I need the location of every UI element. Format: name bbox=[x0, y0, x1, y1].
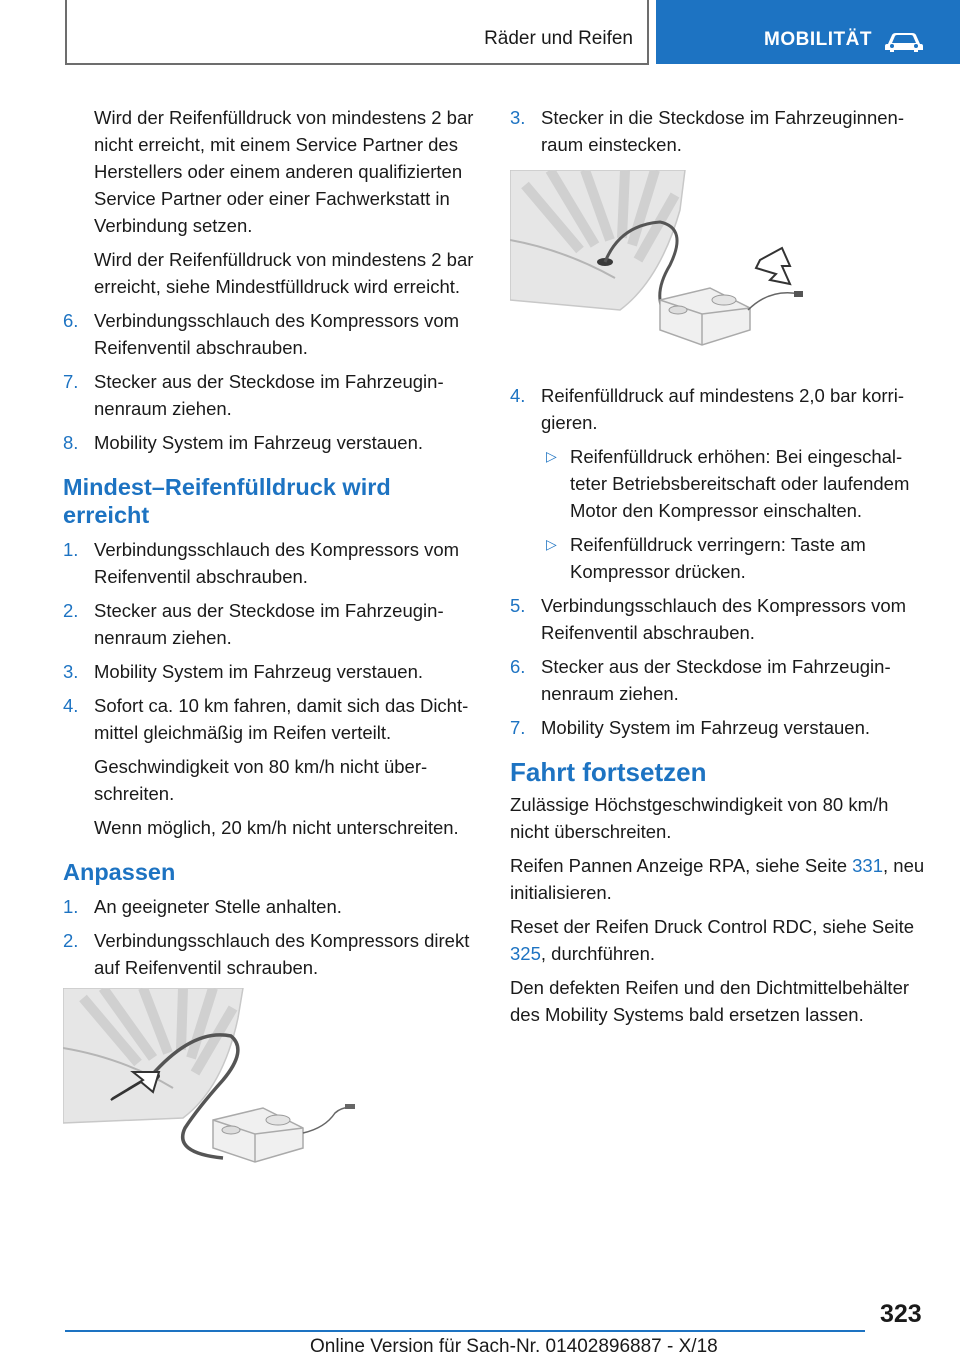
list-item bbox=[63, 597, 483, 651]
step-text: An geeigneter Stelle anhalten. bbox=[94, 896, 342, 917]
list-item bbox=[63, 893, 483, 920]
right-column bbox=[510, 104, 930, 1035]
paragraph: Zulässige Höchstgeschwindigkeit von 80 km/h nicht überschreiten. bbox=[510, 794, 889, 842]
paragraph-text: Reset der Reifen Druck Control RDC, siehe Seite bbox=[510, 916, 915, 937]
page-link-325[interactable]: 325 bbox=[510, 943, 541, 964]
step-text: Verbindungsschlauch des Kompressors vom Reifenventil abschrauben. bbox=[541, 595, 907, 643]
page-number: 323 bbox=[880, 1300, 922, 1328]
step-text: Stecker aus der Steckdose im Fahrzeuginnenraum ziehen. bbox=[94, 371, 444, 419]
header-section-box bbox=[65, 0, 649, 65]
paragraph bbox=[510, 913, 930, 967]
paragraph: Wird der Reifenfülldruck von mindestens 2 bar erreicht, siehe Mindestfülldruck wird erreicht. bbox=[94, 249, 474, 297]
list-item bbox=[63, 307, 483, 361]
step-text: Mobility System im Fahrzeug verstauen. bbox=[541, 717, 871, 738]
bullet-text: Reifenfülldruck verringern: Taste am Kompressor drücken. bbox=[570, 534, 866, 582]
step-number: 3. bbox=[63, 661, 79, 682]
step-number: 3. bbox=[510, 107, 526, 128]
list-item bbox=[510, 592, 930, 646]
step-text: Reifenfülldruck auf mindestens 2,0 bar korrigieren. bbox=[541, 385, 904, 433]
footer-text: Online Version für Sach-Nr. 01402896887 - X/18 bbox=[310, 1336, 718, 1357]
step-number: 1. bbox=[63, 539, 79, 560]
section-heading: Fahrt fortsetzen bbox=[510, 757, 707, 787]
header-section-title: Räder und Reifen bbox=[484, 28, 633, 49]
step-number: 2. bbox=[63, 930, 79, 951]
list-item bbox=[510, 653, 930, 707]
paragraph-text: , neu initialisieren. bbox=[510, 855, 925, 903]
step-number: 4. bbox=[63, 695, 79, 716]
bullet-item bbox=[510, 443, 930, 524]
step-number: 6. bbox=[510, 656, 526, 677]
list-item bbox=[510, 714, 930, 741]
list-item bbox=[510, 382, 930, 436]
header-tab-mobility[interactable] bbox=[656, 0, 960, 64]
list-item bbox=[63, 368, 483, 422]
step-text: Verbindungsschlauch des Kompressors vom Reifenventil abschrauben. bbox=[94, 539, 460, 587]
bullet-item bbox=[510, 531, 930, 585]
step-text: Mobility System im Fahrzeug verstauen. bbox=[94, 432, 424, 453]
list-item bbox=[63, 692, 483, 841]
step-text: Sofort ca. 10 km fahren, damit sich das Dichtmittel gleichmäßig im Reifen verteilt. bbox=[94, 695, 469, 743]
paragraph-text: , durchführen. bbox=[540, 943, 656, 964]
section-heading: Anpassen bbox=[63, 859, 176, 885]
step-number: 6. bbox=[63, 310, 79, 331]
list-item bbox=[63, 927, 483, 981]
list-item bbox=[63, 536, 483, 590]
step-text: Stecker aus der Steckdose im Fahrzeuginnenraum ziehen. bbox=[541, 656, 891, 704]
paragraph: Den defekten Reifen und den Dichtmittelbehälter des Mobility Systems bald ersetzen lassen. bbox=[510, 977, 910, 1025]
step-text: Verbindungsschlauch des Kompressors vom Reifenventil abschrauben. bbox=[94, 310, 460, 358]
step-number: 2. bbox=[63, 600, 79, 621]
plug-socket-illustration bbox=[510, 170, 810, 360]
list-item bbox=[510, 104, 930, 158]
step-number: 4. bbox=[510, 385, 526, 406]
step-text: Verbindungsschlauch des Kompressors direkt auf Reifenventil schrauben. bbox=[94, 930, 470, 978]
paragraph-text: Reifen Pannen Anzeige RPA, siehe Seite bbox=[510, 855, 853, 876]
header-tab-label: MOBILITÄT bbox=[764, 29, 872, 50]
step-number: 8. bbox=[63, 432, 79, 453]
footer-divider bbox=[65, 1330, 865, 1332]
list-item bbox=[63, 658, 483, 685]
page-link-331[interactable]: 331 bbox=[852, 855, 884, 876]
step-text: Mobility System im Fahrzeug verstauen. bbox=[94, 661, 424, 682]
step-number: 7. bbox=[510, 717, 526, 738]
car-icon bbox=[884, 30, 924, 54]
step-number: 5. bbox=[510, 595, 526, 616]
bullet-text: Reifenfülldruck erhöhen: Bei eingeschalteter Betriebsbereitschaft oder laufendem Motor den Kompressor einschalten. bbox=[570, 446, 910, 521]
step-number: 7. bbox=[63, 371, 79, 392]
left-column bbox=[63, 104, 483, 1196]
paragraph bbox=[510, 852, 930, 906]
step-note: Wenn möglich, 20 km/h nicht unterschreiten. bbox=[94, 817, 459, 838]
triangle-bullet-icon: ▷ bbox=[546, 448, 557, 464]
compressor-valve-illustration bbox=[63, 988, 363, 1174]
step-note: Geschwindigkeit von 80 km/h nicht überschreiten. bbox=[94, 756, 428, 804]
triangle-bullet-icon: ▷ bbox=[546, 536, 557, 552]
step-number: 1. bbox=[63, 896, 79, 917]
step-text: Stecker aus der Steckdose im Fahrzeuginnenraum ziehen. bbox=[94, 600, 444, 648]
paragraph: Wird der Reifenfülldruck von mindestens 2 bar nicht erreicht, mit einem Service Partner des Herstellers oder einem anderen qualifizierten Service Partner oder einer Fachwerkstatt in Verbindung setzen. bbox=[94, 107, 474, 236]
list-item bbox=[63, 429, 483, 456]
step-text: Stecker in die Steckdose im Fahrzeuginnenraum einstecken. bbox=[541, 107, 905, 155]
section-heading: Mindest–Reifenfülldruck wird erreicht bbox=[63, 474, 391, 528]
